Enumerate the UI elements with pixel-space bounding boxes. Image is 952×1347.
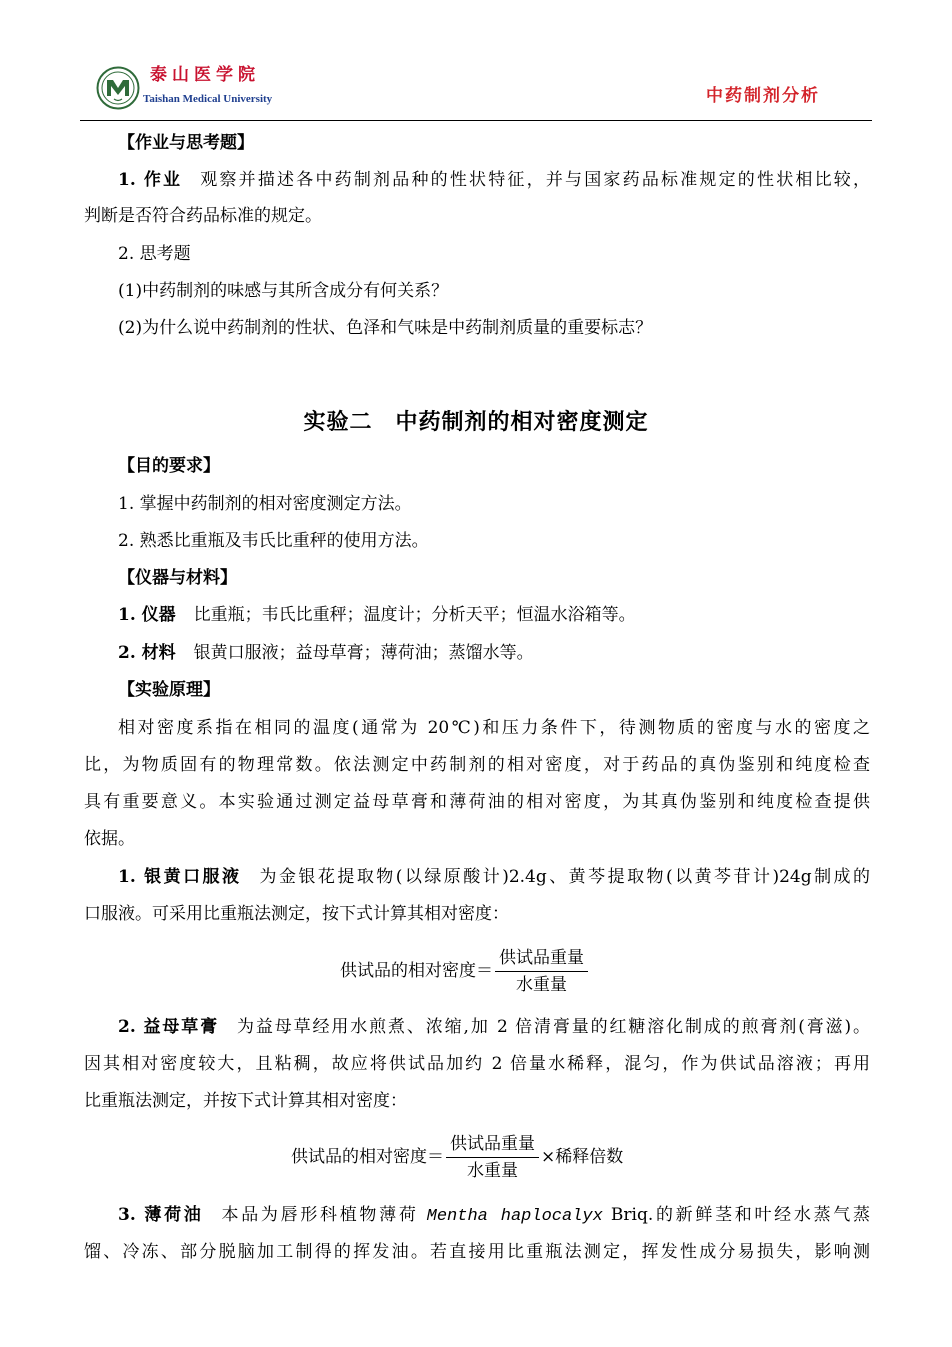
sample2-label: 2. 益母草膏	[118, 1017, 220, 1037]
formula-2-lhs: 供试品的相对密度＝	[291, 1147, 444, 1167]
formula-2-suffix: ×稀释倍数	[541, 1147, 624, 1167]
formula-2-numerator: 供试品重量	[450, 1133, 535, 1154]
homework-heading: 【作业与思考题】	[118, 133, 254, 153]
school-logo-icon	[96, 66, 140, 110]
formula-2-fraction	[446, 1132, 539, 1183]
formula-1-fraction	[495, 946, 588, 997]
principle-heading: 【实验原理】	[118, 680, 220, 700]
school-name-cn: 泰山医学院	[150, 65, 260, 85]
experiment-title: 实验二 中药制剂的相对密度测定	[303, 409, 649, 435]
formula-1	[340, 946, 590, 996]
materials-text: 银黄口服液；益母草膏；薄荷油；蒸馏水等。	[193, 643, 534, 663]
homework-item1-line1	[118, 168, 870, 192]
aims-heading: 【目的要求】	[118, 456, 220, 476]
instruments-line	[118, 603, 636, 627]
principle-line1: 相对密度系指在相同的温度(通常为 20℃)和压力条件下，待测物质的密度与水的密度之	[118, 718, 870, 738]
formula-1-numerator: 供试品重量	[499, 947, 584, 968]
principle-line3: 具有重要意义。本实验通过测定益母草膏和薄荷油的相对密度，为其真伪鉴别和纯度检查提供	[84, 792, 870, 812]
instruments-text: 比重瓶；韦氏比重秤；温度计；分析天平；恒温水浴箱等。	[193, 605, 636, 625]
sample3-latin-name: Mentha haplocalyx	[426, 1207, 603, 1226]
sample1-line1	[118, 865, 870, 889]
materials-line	[118, 641, 534, 665]
sample3-label: 3. 薄荷油	[118, 1205, 204, 1225]
formula-2	[291, 1132, 623, 1182]
header-divider	[80, 120, 872, 121]
sample1-text: 为金银花提取物(以绿原酸计)2.4g、黄芩提取物(以黄芩苷计)24g制成的	[259, 867, 870, 887]
question-2: (2)为什么说中药制剂的性状、色泽和气味是中药制剂质量的重要标志？	[118, 318, 653, 338]
materials-heading: 【仪器与材料】	[118, 568, 237, 588]
sample2-line3: 比重瓶法测定，并按下式计算其相对密度：	[84, 1091, 407, 1111]
sample3-line1	[118, 1203, 870, 1227]
homework-item1-label: 1. 作业	[118, 170, 183, 190]
materials-label: 2. 材料	[118, 643, 176, 663]
formula-2-denominator: 水重量	[446, 1157, 539, 1183]
homework-item2-label: 2. 思考题	[118, 244, 191, 264]
course-title: 中药制剂分析	[706, 86, 820, 106]
aim-1: 1. 掌握中药制剂的相对密度测定方法。	[118, 494, 412, 514]
sample2-line2: 因其相对密度较大，且粘稠，故应将供试品加约 2 倍量水稀释，混匀，作为供试品溶液；再用	[84, 1054, 870, 1074]
principle-line2: 比，为物质固有的物理常数。依法测定中药制剂的相对密度，对于药品的真伪鉴别和纯度检查	[84, 755, 870, 775]
sample3-line2: 馏、冷冻、部分脱脑加工制得的挥发油。若直接用比重瓶法测定，挥发性成分易损失，影响测	[84, 1242, 870, 1262]
school-name-en: Taishan Medical University	[143, 93, 273, 105]
sample1-label: 1. 银黄口服液	[118, 867, 242, 887]
sample2-line1	[118, 1015, 870, 1039]
homework-item1-line2: 判断是否符合药品标准的规定。	[84, 206, 322, 226]
sample3-text-b: Briq.的新鲜茎和叶经水蒸气蒸	[602, 1205, 871, 1225]
sample3-text-a: 本品为唇形科植物薄荷	[221, 1205, 427, 1225]
principle-line4: 依据。	[84, 829, 135, 849]
sample1-line2: 口服液。可采用比重瓶法测定，按下式计算其相对密度：	[84, 904, 509, 924]
homework-item1-text: 观察并描述各中药制剂品种的性状特征，并与国家药品标准规定的性状相比较，	[200, 170, 870, 190]
page-header	[0, 0, 952, 125]
aim-2: 2. 熟悉比重瓶及韦氏比重秤的使用方法。	[118, 531, 429, 551]
formula-1-denominator: 水重量	[495, 971, 588, 997]
formula-1-lhs: 供试品的相对密度＝	[340, 961, 493, 981]
instruments-label: 1. 仪器	[118, 605, 176, 625]
question-1: (1)中药制剂的味感与其所含成分有何关系？	[118, 281, 449, 301]
sample2-text: 为益母草经用水煎煮、浓缩,加 2 倍清膏量的红糖溶化制成的煎膏剂(膏滋)。	[237, 1017, 870, 1037]
